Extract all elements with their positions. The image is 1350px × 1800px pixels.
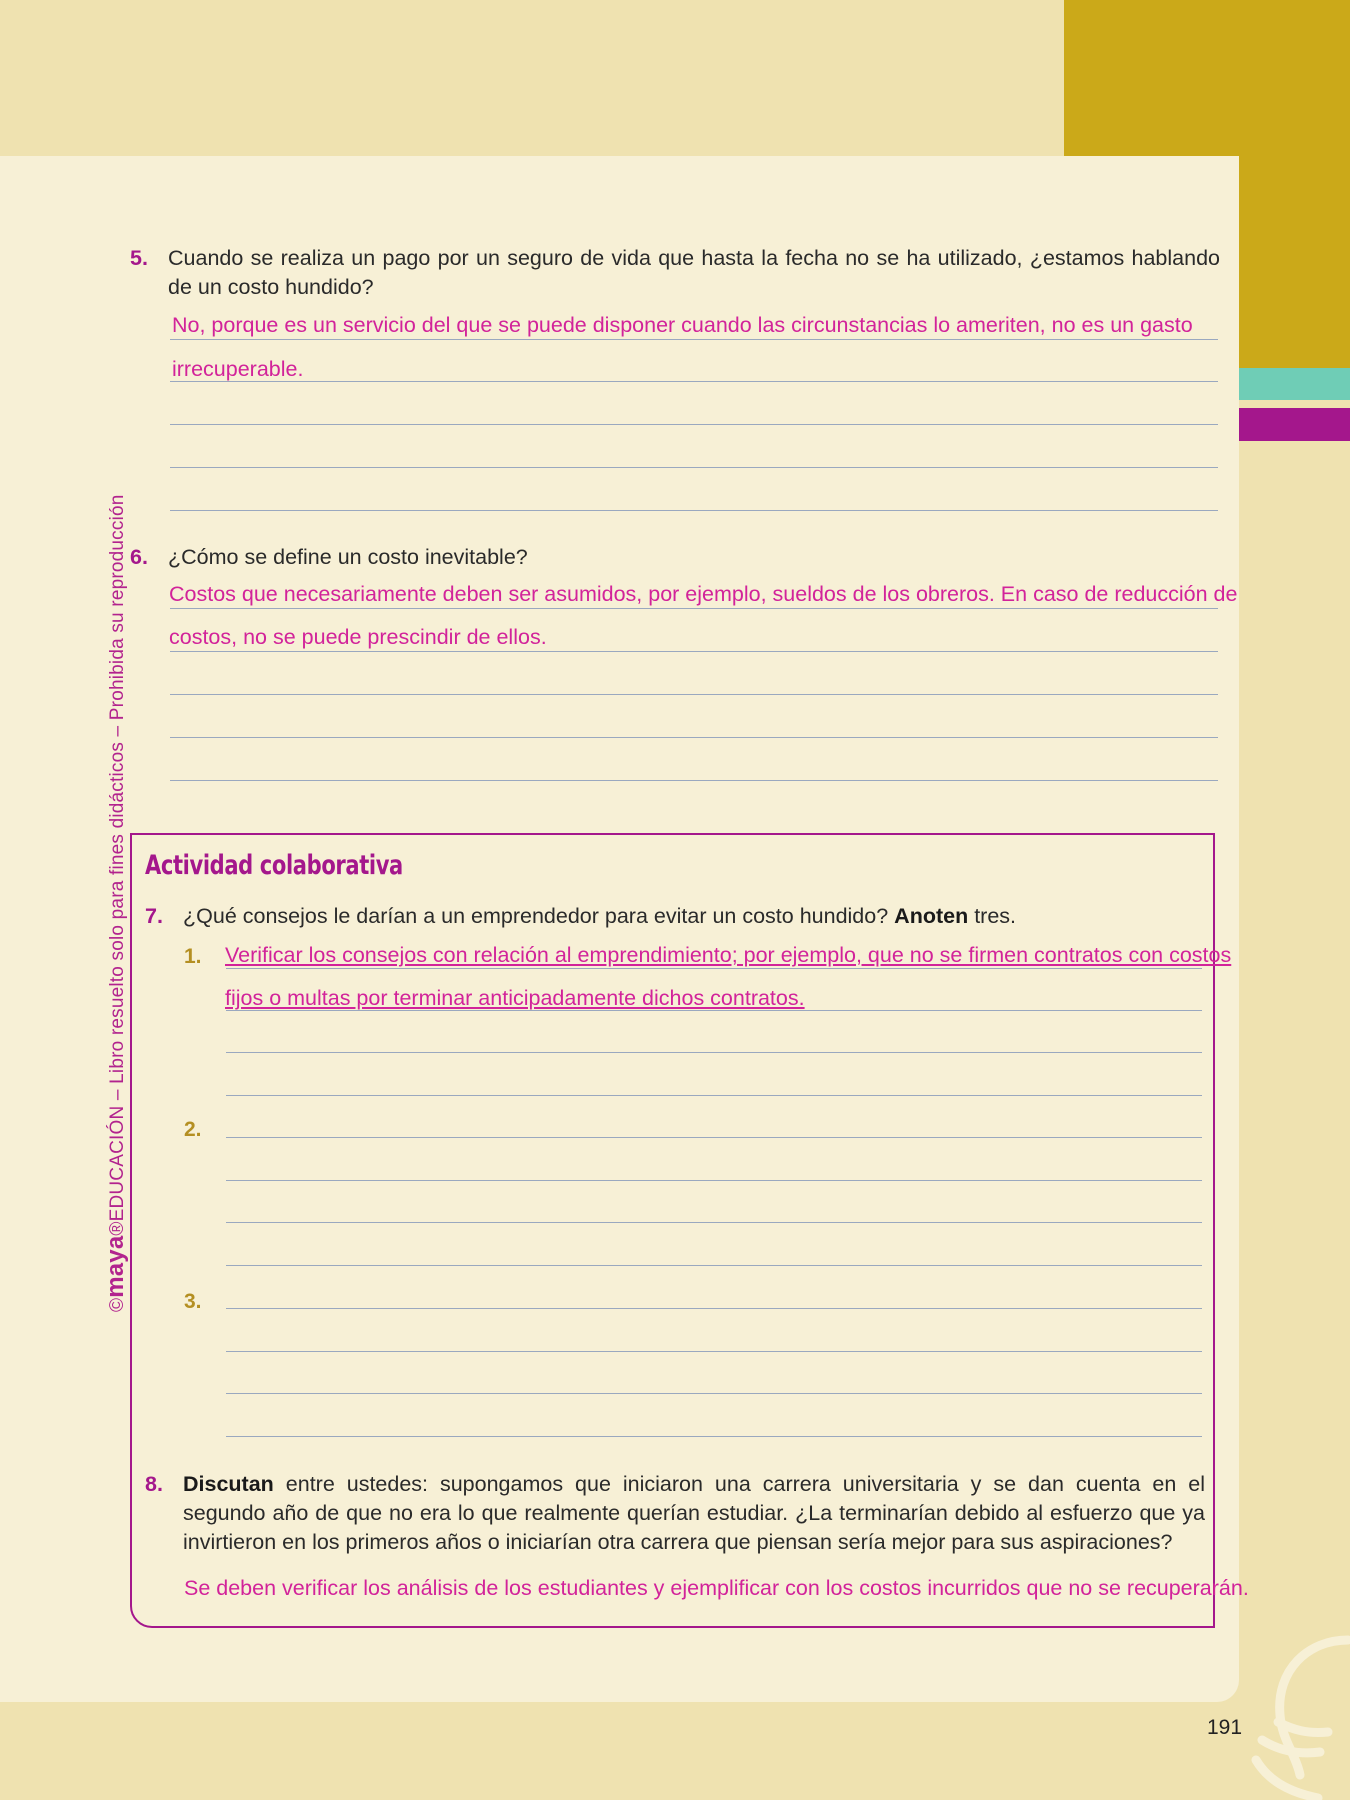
copyright-sidebar-text: ©maya®EDUCACIÓN – Libro resuelto solo para fines didácticos – Prohibida su reproducción bbox=[102, 494, 129, 1312]
question-5 bbox=[130, 244, 1220, 302]
answer-line: Costos que necesariamente deben ser asumidos, por ejemplo, sueldos de los obreros. En caso de reducción de bbox=[169, 582, 1238, 606]
writing-line bbox=[226, 1351, 1202, 1352]
answer-line: No, porque es un servicio del que se puede disponer cuando las circunstancias lo ameriten, no es un gasto bbox=[172, 313, 1193, 337]
bottom-band bbox=[0, 1702, 1350, 1800]
magenta-section-tab bbox=[1239, 408, 1350, 441]
writing-line bbox=[226, 1393, 1202, 1394]
item-number: 1. bbox=[184, 945, 202, 968]
writing-line bbox=[226, 968, 1202, 969]
writing-line bbox=[170, 424, 1218, 425]
writing-line bbox=[226, 1095, 1202, 1096]
writing-line bbox=[226, 1137, 1202, 1138]
writing-line bbox=[170, 608, 1218, 609]
writing-line bbox=[226, 1010, 1202, 1011]
writing-line bbox=[226, 1222, 1202, 1223]
writing-line bbox=[170, 737, 1218, 738]
question-7 bbox=[145, 902, 1205, 931]
writing-line bbox=[226, 1180, 1202, 1181]
writing-line bbox=[170, 510, 1218, 511]
writing-line bbox=[226, 1308, 1202, 1309]
answer-line: irrecuperable. bbox=[172, 357, 304, 381]
answer-line: costos, no se puede prescindir de ellos. bbox=[169, 625, 547, 649]
writing-line bbox=[170, 780, 1218, 781]
item-number: 2. bbox=[184, 1118, 202, 1141]
question-text: ¿Qué consejos le darían a un emprendedor para evitar un costo hundido? Anoten tres. bbox=[183, 904, 1017, 928]
answer-line: Se deben verificar los análisis de los estudiantes y ejemplificar con los costos incurridos que no se recuperarán. bbox=[184, 1576, 1249, 1600]
lightbulb-decoration-icon bbox=[1248, 1630, 1350, 1800]
question-8 bbox=[145, 1470, 1205, 1557]
answer-line: fijos o multas por terminar anticipadamente dichos contratos. bbox=[225, 986, 805, 1010]
page-number: 191 bbox=[1207, 1716, 1243, 1739]
writing-line bbox=[170, 381, 1218, 382]
question-number: 6. bbox=[130, 545, 148, 569]
right-margin-strip bbox=[1239, 368, 1350, 1800]
teal-section-tab bbox=[1239, 368, 1350, 400]
brand-logo-text: maya bbox=[102, 1235, 129, 1298]
writing-line bbox=[226, 1265, 1202, 1266]
answer-line: Verificar los consejos con relación al emprendimiento; por ejemplo, que no se firmen contratos con costos bbox=[225, 943, 1232, 967]
question-6 bbox=[130, 543, 1220, 572]
writing-line bbox=[170, 339, 1218, 340]
writing-line bbox=[226, 1052, 1202, 1053]
writing-line bbox=[226, 1436, 1202, 1437]
question-number: 7. bbox=[145, 904, 163, 928]
question-number: 5. bbox=[130, 246, 148, 270]
question-text: ¿Cómo se define un costo inevitable? bbox=[168, 545, 528, 569]
writing-line bbox=[170, 694, 1218, 695]
writing-line bbox=[170, 651, 1218, 652]
writing-line bbox=[170, 467, 1218, 468]
question-text: Discutan entre ustedes: supongamos que iniciaron una carrera universitaria y se dan cuenta en el segundo año de que no era lo que realmente querían estudiar. ¿La terminarían debido al esfuerzo que ya invirtieron en los primeros años o iniciarían otra carrera que piensan sería mejor para sus aspiraciones? bbox=[183, 1472, 1205, 1554]
item-number: 3. bbox=[184, 1290, 202, 1313]
question-number: 8. bbox=[145, 1472, 163, 1496]
activity-title: Actividad colaborativa bbox=[145, 850, 403, 881]
question-text: Cuando se realiza un pago por un seguro de vida que hasta la fecha no se ha utilizado, ¿estamos hablando de un costo hundido? bbox=[168, 246, 1220, 299]
